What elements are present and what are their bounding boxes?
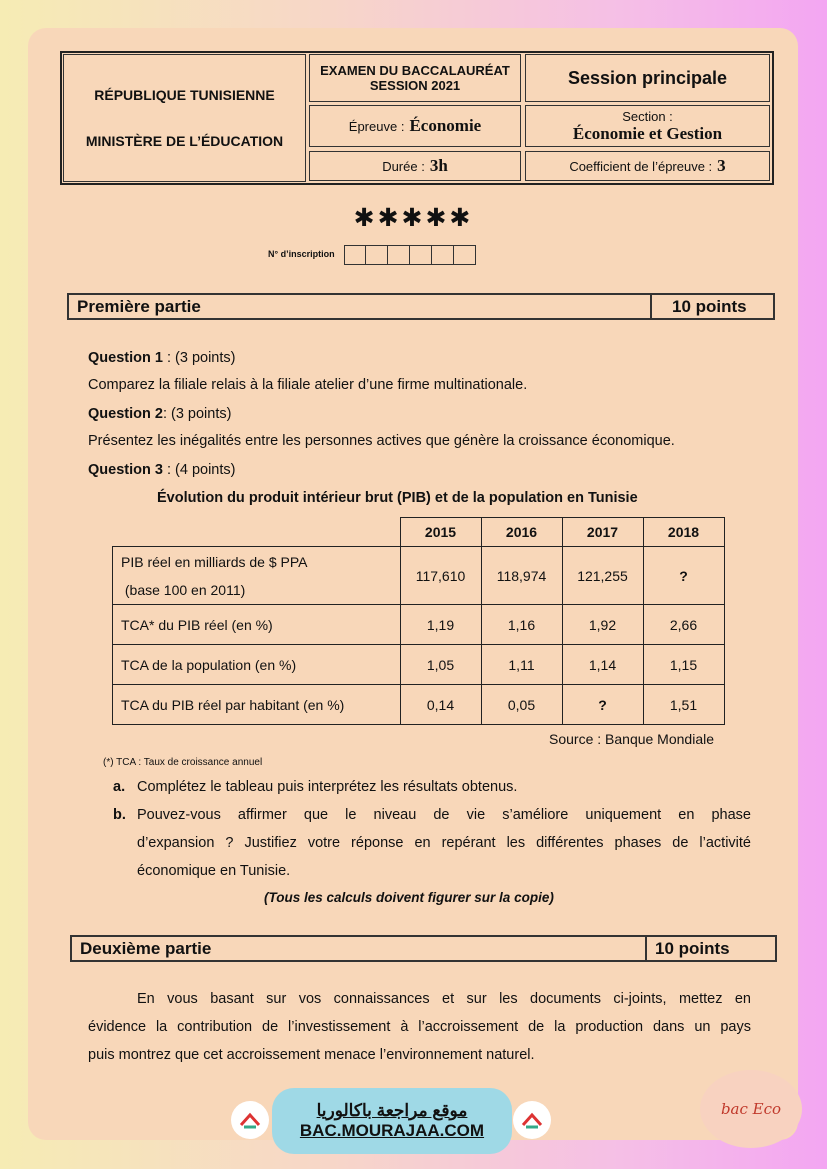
question2-text: Présentez les inégalités entre les personnes actives que génère la croissance économique. xyxy=(88,433,675,449)
duree-label: Durée : xyxy=(382,158,425,174)
table-cell: 121,255 xyxy=(562,547,643,605)
inscription-digit-box[interactable] xyxy=(410,245,432,265)
table-cell: 0,05 xyxy=(481,685,562,725)
year-header: 2017 xyxy=(562,518,643,547)
duree-value: 3h xyxy=(429,156,448,175)
epreuve-label: Épreuve : xyxy=(348,118,405,134)
part2-line1: En vous basant sur vos connaissances et sur les documents ci-joints, mettez en xyxy=(137,991,751,1007)
table-cell: 1,92 xyxy=(562,605,643,645)
table-cell: 1,51 xyxy=(643,685,724,725)
table-cell-missing: ? xyxy=(562,685,643,725)
bac-eco-logo: bac Eco xyxy=(700,1070,802,1148)
question3-label: Question 3 xyxy=(88,462,163,478)
subquestion-a-label: a. xyxy=(113,779,126,795)
table-row xyxy=(113,645,725,685)
table-cell: 1,19 xyxy=(400,605,481,645)
coefficient-cell xyxy=(525,151,770,181)
epreuve-cell xyxy=(309,105,521,147)
table-cell: 1,11 xyxy=(481,645,562,685)
part2-title: Deuxième partie xyxy=(70,935,647,962)
table-cell: 117,610 xyxy=(400,547,481,605)
question1-points: : (3 points) xyxy=(162,350,236,366)
row-label-line1: PIB réel en milliards de $ PPA xyxy=(121,553,308,570)
part1-points: 10 points xyxy=(650,293,775,320)
ministry-label: MINISTÈRE DE L’ÉDUCATION xyxy=(85,133,284,149)
question2-header xyxy=(88,406,231,422)
question1-header xyxy=(88,350,235,366)
coefficient-label: Coefficient de l’épreuve : xyxy=(569,158,713,174)
exam-title-cell xyxy=(309,54,521,102)
year-header: 2016 xyxy=(481,518,562,547)
site-logo-right-icon xyxy=(513,1101,551,1139)
row-label: TCA* du PIB réel (en %) xyxy=(113,605,401,645)
inscription-digit-box[interactable] xyxy=(344,245,366,265)
calculation-note: (Tous les calculs doivent figurer sur la copie) xyxy=(264,890,554,905)
year-header: 2018 xyxy=(643,518,724,547)
section-cell xyxy=(525,105,770,147)
part2-points: 10 points xyxy=(645,935,777,962)
inscription-boxes[interactable] xyxy=(344,245,476,265)
table-row xyxy=(113,685,725,725)
row-label-line2: (base 100 en 2011) xyxy=(121,581,246,598)
row-label: TCA de la population (en %) xyxy=(113,645,401,685)
inscription-digit-box[interactable] xyxy=(432,245,454,265)
table-source: Source : Banque Mondiale xyxy=(549,731,714,747)
question3-points: : (4 points) xyxy=(162,462,236,478)
site-banner[interactable] xyxy=(272,1088,512,1154)
site-url-link[interactable]: BAC.MOURAJAA.COM xyxy=(299,1121,485,1140)
republic-label: RÉPUBLIQUE TUNISIENNE xyxy=(94,87,275,103)
table-row xyxy=(113,605,725,645)
session-cell xyxy=(525,54,770,102)
table-cell: 0,14 xyxy=(400,685,481,725)
section-label: Section : xyxy=(622,108,673,124)
subquestion-a-text: Complétez le tableau puis interprétez les résultats obtenus. xyxy=(137,779,518,795)
table-footnote: (*) TCA : Taux de croissance annuel xyxy=(103,757,263,768)
table-corner xyxy=(113,518,401,547)
table-cell: 2,66 xyxy=(643,605,724,645)
inscription-digit-box[interactable] xyxy=(454,245,476,265)
table-cell: 1,15 xyxy=(643,645,724,685)
exam-title-line1: EXAMEN DU BACCALAURÉAT xyxy=(320,63,510,78)
subquestion-b-line1: Pouvez-vous affirmer que le niveau de vie s’améliore uniquement en phase xyxy=(137,807,751,823)
part2-line2: évidence la contribution de l’investissement à l’accroissement de la production dans un pays xyxy=(88,1019,751,1035)
table-cell: 1,16 xyxy=(481,605,562,645)
question3-header xyxy=(88,462,235,478)
question2-label: Question 2 xyxy=(88,406,163,422)
site-logo-left-icon xyxy=(231,1101,269,1139)
part1-title: Première partie xyxy=(67,293,652,320)
epreuve-value: Économie xyxy=(409,116,482,135)
row-label: TCA du PIB réel par habitant (en %) xyxy=(113,685,401,725)
institution-cell xyxy=(63,54,306,182)
subquestion-b-line3: économique en Tunisie. xyxy=(137,863,291,879)
table-cell: 1,05 xyxy=(400,645,481,685)
separator-stars: ✱✱✱✱✱ xyxy=(353,204,474,232)
duree-cell xyxy=(309,151,521,181)
site-arabic-name[interactable]: موقع مراجعة باكالوريا xyxy=(316,1101,468,1120)
table-cell: 118,974 xyxy=(481,547,562,605)
table-row xyxy=(113,547,725,605)
subquestion-b-line2: d’expansion ? Justifiez votre réponse en repérant les différentes phases de l’activité xyxy=(137,835,751,851)
question1-text: Comparez la filiale relais à la filiale atelier d’une firme multinationale. xyxy=(88,377,528,393)
exam-title-line2: SESSION 2021 xyxy=(369,78,461,93)
inscription-label: N° d’inscription xyxy=(268,249,335,259)
year-header: 2015 xyxy=(400,518,481,547)
row-label xyxy=(113,547,401,605)
question1-label: Question 1 xyxy=(88,350,163,366)
table-cell-missing: ? xyxy=(643,547,724,605)
question2-points: : (3 points) xyxy=(162,406,232,422)
subquestion-b-label: b. xyxy=(113,807,126,823)
data-table xyxy=(112,517,725,725)
table-title: Évolution du produit intérieur brut (PIB) et de la population en Tunisie xyxy=(157,490,638,506)
inscription-digit-box[interactable] xyxy=(366,245,388,265)
table-cell: 1,14 xyxy=(562,645,643,685)
table-header-row xyxy=(113,518,725,547)
inscription-digit-box[interactable] xyxy=(388,245,410,265)
part2-line3: puis montrez que cet accroissement menace l’environnement naturel. xyxy=(88,1047,535,1063)
coefficient-value: 3 xyxy=(717,156,726,175)
section-value: Économie et Gestion xyxy=(572,123,723,143)
session-label: Session principale xyxy=(567,67,728,88)
